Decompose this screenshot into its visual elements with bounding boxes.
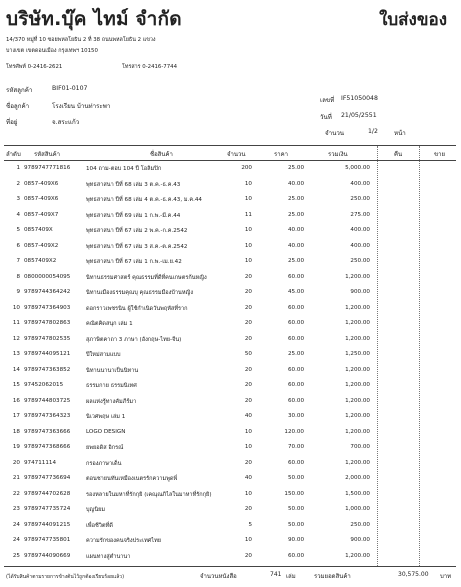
table-row bbox=[0, 534, 461, 550]
product-qty: 10 bbox=[244, 227, 252, 233]
product-name: LOGO DESIGN bbox=[86, 428, 126, 435]
table-top-rule bbox=[4, 145, 456, 146]
table-row bbox=[0, 395, 461, 411]
product-qty: 40 bbox=[244, 475, 252, 481]
product-amount: 1,000.00 bbox=[345, 506, 370, 512]
product-code: 9789744091215 bbox=[24, 521, 71, 528]
table-row bbox=[0, 224, 461, 240]
product-code: 9789747735724 bbox=[24, 506, 71, 512]
product-amount: 900.00 bbox=[350, 289, 370, 295]
product-price: 40.00 bbox=[287, 227, 304, 233]
product-code: 974711114 bbox=[24, 459, 57, 466]
currency-label: บาท bbox=[440, 573, 452, 580]
product-name: ดอกราวเพชรนิน ผู้ใช้กำเนิดวันพฤหัสที่ราก bbox=[86, 305, 188, 312]
row-number: 13 bbox=[12, 351, 20, 357]
product-code: 9789744090669 bbox=[24, 552, 71, 559]
product-qty: 10 bbox=[244, 490, 252, 497]
row-number: 19 bbox=[12, 444, 20, 450]
product-amount: 2,000.00 bbox=[345, 475, 370, 481]
product-price: 60.00 bbox=[287, 552, 304, 559]
product-price: 40.00 bbox=[287, 180, 304, 187]
product-name: ยพยอดิส อิกรณ์ bbox=[86, 445, 124, 451]
table-row bbox=[0, 410, 461, 426]
page-count-unit: หน้า bbox=[394, 130, 406, 137]
product-code: 0857-409X2 bbox=[24, 242, 59, 249]
row-number: 5 bbox=[16, 227, 20, 233]
table-row bbox=[0, 193, 461, 209]
table-row bbox=[0, 255, 461, 271]
table-row bbox=[0, 302, 461, 318]
product-name: ความรักของคนจริงประเทศไทย bbox=[86, 538, 162, 544]
customer-code: BIF01-0107 bbox=[52, 85, 88, 92]
product-qty: 20 bbox=[244, 397, 252, 404]
product-price: 25.00 bbox=[287, 165, 304, 171]
row-number: 14 bbox=[12, 366, 20, 373]
customer-name-label: ชื่อลูกค้า bbox=[6, 103, 30, 110]
product-qty: 20 bbox=[244, 273, 252, 280]
product-code: 9789747735801 bbox=[24, 537, 71, 543]
row-number: 12 bbox=[12, 335, 20, 342]
row-number: 9 bbox=[16, 289, 20, 295]
product-amount: 1,200.00 bbox=[345, 273, 370, 280]
total-amount-label: รวมยอดสินค้า bbox=[314, 573, 351, 580]
table-row bbox=[0, 178, 461, 194]
col-header-returned: คืน bbox=[394, 151, 403, 158]
product-qty: 20 bbox=[244, 335, 252, 342]
product-qty: 50 bbox=[244, 351, 252, 357]
product-price: 50.00 bbox=[287, 506, 304, 512]
product-name: ตอนชายนทันเหมืองเนตรรักความพูดพี่ bbox=[86, 476, 178, 482]
product-amount: 900.00 bbox=[350, 537, 370, 543]
product-name: ธรรมกาย ธรรมนิเทศ bbox=[86, 383, 137, 389]
product-qty: 20 bbox=[244, 304, 252, 311]
product-amount: 400.00 bbox=[350, 180, 370, 187]
product-amount: 700.00 bbox=[350, 444, 370, 450]
product-amount: 1,200.00 bbox=[345, 397, 370, 404]
table-row bbox=[0, 317, 461, 333]
table-row bbox=[0, 348, 461, 364]
product-qty: 20 bbox=[244, 506, 252, 512]
product-amount: 5,000.00 bbox=[345, 165, 370, 171]
product-amount: 275.00 bbox=[350, 211, 370, 218]
company-name: บริษัท.บุ๊ค ไทม์ จำกัด bbox=[6, 8, 182, 30]
product-qty: 10 bbox=[244, 242, 252, 249]
doc-date-label: วันที่ bbox=[320, 114, 332, 121]
product-code: 97452062015 bbox=[24, 382, 64, 388]
product-name: นิทานธรรมศาสตร์ คุณธรรมที่ดีที่คนเกษตรก้นหญิง bbox=[86, 274, 207, 281]
col-header-code: รหัสสินค้า bbox=[34, 151, 60, 158]
product-code: 9789744364242 bbox=[24, 289, 71, 295]
product-code: 9789747771816 bbox=[24, 165, 71, 171]
row-number: 18 bbox=[12, 428, 20, 435]
product-amount: 1,200.00 bbox=[345, 428, 370, 435]
product-name: บุญนิยม bbox=[86, 507, 106, 513]
col-header-name: ชื่อสินค้า bbox=[150, 151, 173, 158]
product-code: 9789744095121 bbox=[24, 351, 71, 357]
company-address-line2: บางเขต เขตดอนเมือง กรุงเทพฯ 10150 bbox=[6, 48, 98, 54]
row-number: 24 bbox=[12, 537, 20, 543]
customer-code-label: รหัสลูกค้า bbox=[6, 87, 33, 94]
row-number: 1 bbox=[16, 165, 20, 171]
row-number: 11 bbox=[12, 320, 20, 326]
product-price: 70.00 bbox=[287, 444, 304, 450]
row-number: 15 bbox=[12, 382, 20, 388]
row-number: 25 bbox=[12, 552, 20, 559]
product-qty: 40 bbox=[244, 413, 252, 419]
product-name: กรองภาษาเด็น bbox=[86, 460, 122, 467]
product-amount: 1,500.00 bbox=[345, 490, 370, 497]
receipt-note: (ได้รับสินค้าตามรายการข้างต้นไว้ถูกต้องเรียบร้อยแล้ว) bbox=[6, 574, 125, 580]
product-amount: 1,200.00 bbox=[345, 320, 370, 326]
table-row bbox=[0, 550, 461, 566]
product-code: 9789747802863 bbox=[24, 320, 71, 326]
product-code: 9789747363666 bbox=[24, 428, 71, 435]
product-code: 9789747363852 bbox=[24, 366, 71, 373]
table-row bbox=[0, 519, 461, 535]
table-row bbox=[0, 364, 461, 380]
product-code: 0857-409X7 bbox=[24, 211, 59, 218]
product-code: 9789747364903 bbox=[24, 304, 71, 311]
product-name: แผนทางสู่ตำนานา bbox=[86, 553, 131, 560]
product-code: 9789744803725 bbox=[24, 397, 71, 404]
product-name: นิทานนานาเป็นนิทาน bbox=[86, 367, 139, 374]
table-row bbox=[0, 426, 461, 442]
table-bottom-rule bbox=[4, 566, 456, 567]
product-qty: 10 bbox=[244, 537, 252, 543]
table-row bbox=[0, 162, 461, 178]
table-row bbox=[0, 209, 461, 225]
row-number: 20 bbox=[12, 459, 20, 466]
table-row bbox=[0, 488, 461, 504]
table-header-rule bbox=[4, 160, 456, 161]
product-price: 90.00 bbox=[287, 537, 304, 543]
page-count-label: จำนวน bbox=[325, 130, 345, 137]
product-amount: 1,200.00 bbox=[345, 552, 370, 559]
table-row bbox=[0, 441, 461, 457]
total-amount: 30,575.00 bbox=[398, 571, 429, 578]
product-price: 45.00 bbox=[287, 289, 304, 295]
product-price: 25.00 bbox=[287, 258, 304, 264]
product-code: 9789747368666 bbox=[24, 444, 71, 450]
doc-date: 21/05/2551 bbox=[341, 112, 377, 119]
product-price: 60.00 bbox=[287, 397, 304, 404]
product-code: 9789747736694 bbox=[24, 475, 71, 481]
product-price: 40.00 bbox=[287, 242, 304, 249]
product-amount: 250.00 bbox=[350, 196, 370, 202]
product-name: นิเวศพฤษ เล่ม 1 bbox=[86, 414, 126, 420]
product-name: คณิตคิดสนุก เล่ม 1 bbox=[86, 321, 133, 327]
customer-address-label: ที่อยู่ bbox=[6, 119, 18, 126]
row-number: 22 bbox=[12, 490, 20, 497]
product-name: สุภาษิตคาถา 3 ภาษา (อังกฤษ-ไทย-จีน) bbox=[86, 336, 182, 343]
row-number: 16 bbox=[12, 397, 20, 404]
row-number: 17 bbox=[12, 413, 20, 419]
product-price: 60.00 bbox=[287, 459, 304, 466]
product-amount: 1,200.00 bbox=[345, 382, 370, 388]
product-name: นิทานเมืองธรรมคุณบุ คุณธรรมมืองบ้านหญิง bbox=[86, 290, 194, 296]
row-number: 2 bbox=[16, 180, 20, 187]
col-header-sold: ขาย bbox=[434, 151, 445, 158]
product-price: 60.00 bbox=[287, 366, 304, 373]
total-qty: 741 bbox=[270, 571, 282, 578]
product-name: พุทธสาสนา ปีที่ 67 เล่ม 3 ส.ค.-ต.ค.2542 bbox=[86, 243, 188, 250]
product-amount: 1,200.00 bbox=[345, 304, 370, 311]
product-qty: 20 bbox=[244, 552, 252, 559]
col-header-no: ลำดับ bbox=[6, 151, 21, 158]
product-price: 25.00 bbox=[287, 211, 304, 218]
product-name: รองหลายในมหาที่รักกุยิ (เคณุณภิไลในมาหาที่รักกุยิ) bbox=[86, 491, 212, 498]
product-amount: 400.00 bbox=[350, 242, 370, 249]
row-number: 4 bbox=[16, 211, 20, 218]
company-fax: โทรสาร 0-2416-7744 bbox=[122, 64, 178, 70]
product-name: พุทธสาสนา ปีที่ 67 เล่ม 2 พ.ค.-ก.ค.2542 bbox=[86, 228, 188, 234]
product-qty: 20 bbox=[244, 320, 252, 326]
product-qty: 10 bbox=[244, 428, 252, 435]
table-row bbox=[0, 286, 461, 302]
product-amount: 250.00 bbox=[350, 521, 370, 528]
product-name: ผลแห่งรู้ทางคัมภีร์มา bbox=[86, 398, 137, 405]
product-amount: 1,200.00 bbox=[345, 366, 370, 373]
product-code: 0800000054095 bbox=[24, 273, 71, 280]
product-code: 0857409X2 bbox=[24, 258, 57, 264]
product-qty: 20 bbox=[244, 382, 252, 388]
table-row bbox=[0, 271, 461, 287]
product-price: 60.00 bbox=[287, 273, 304, 280]
product-price: 50.00 bbox=[287, 521, 304, 528]
product-name: พุทธสาสนา ปีที่ 68 เล่ม 4 ต.ค.-ธ.ค.43, ม.ค.44 bbox=[86, 197, 202, 203]
col-header-qty: จำนวน bbox=[227, 151, 246, 158]
product-qty: 11 bbox=[244, 211, 252, 218]
page-count: 1/2 bbox=[368, 128, 378, 135]
product-qty: 200 bbox=[241, 165, 252, 171]
customer-address: จ.สระแก้ว bbox=[52, 119, 80, 126]
product-qty: 20 bbox=[244, 366, 252, 373]
product-price: 25.00 bbox=[287, 196, 304, 202]
product-price: 150.00 bbox=[284, 490, 304, 497]
product-name: พุทธสาสนา ปีที่ 67 เล่ม 1 ก.พ.-เม.ย.42 bbox=[86, 259, 182, 265]
row-number: 24 bbox=[12, 521, 20, 528]
product-amount: 1,200.00 bbox=[345, 459, 370, 466]
doc-number-label: เลขที่ bbox=[320, 97, 335, 104]
col-header-price: ราคา bbox=[274, 151, 288, 158]
table-row bbox=[0, 503, 461, 519]
document-title: ใบส่งของ bbox=[379, 10, 447, 30]
product-price: 50.00 bbox=[287, 475, 304, 481]
product-amount: 250.00 bbox=[350, 258, 370, 264]
product-price: 120.00 bbox=[284, 428, 304, 435]
product-qty: 10 bbox=[244, 444, 252, 450]
product-name: เพื่อชีวิตที่ดี bbox=[86, 522, 113, 529]
product-price: 60.00 bbox=[287, 304, 304, 311]
customer-name: โรงเรียน บ้านท่าระพา bbox=[52, 103, 111, 110]
product-code: 0857409X bbox=[24, 227, 53, 233]
product-code: 0857-409X6 bbox=[24, 196, 59, 202]
product-price: 30.00 bbox=[287, 413, 304, 419]
product-code: 9789744702628 bbox=[24, 490, 71, 497]
product-qty: 10 bbox=[244, 180, 252, 187]
row-number: 8 bbox=[16, 273, 20, 280]
product-price: 60.00 bbox=[287, 382, 304, 388]
table-row bbox=[0, 333, 461, 349]
product-name: พุทธสาสนา ปีที่ 69 เล่ม 1 ก.พ.-มี.ค.44 bbox=[86, 212, 181, 219]
product-qty: 10 bbox=[244, 196, 252, 202]
row-number: 7 bbox=[16, 258, 20, 264]
product-name: พุทธสาสนา ปีที่ 68 เล่ม 3 ต.ค.-ธ.ค.43 bbox=[86, 181, 181, 188]
product-qty: 20 bbox=[244, 289, 252, 295]
product-name: 104 ถาม-ตอบ 104 ปี โอลิมปิก bbox=[86, 166, 162, 172]
product-code: 9789747802535 bbox=[24, 335, 71, 342]
product-amount: 1,200.00 bbox=[345, 335, 370, 342]
row-number: 10 bbox=[12, 304, 20, 311]
product-qty: 5 bbox=[248, 521, 252, 528]
total-qty-label: จำนวนหนังสือ bbox=[200, 573, 237, 580]
doc-number: IF51050048 bbox=[341, 95, 378, 102]
company-address-line1: 14/370 หมู่ที่ 10 ซอยพหลโยธิน 2 ที่ 38 ถนนพหลโยธิน 2 แขวง bbox=[6, 37, 156, 43]
table-row bbox=[0, 472, 461, 488]
row-number: 23 bbox=[12, 506, 20, 512]
product-qty: 20 bbox=[244, 459, 252, 466]
row-number: 6 bbox=[16, 242, 20, 249]
company-tel: โทรศัพท์ 0-2416-2621 bbox=[6, 64, 63, 70]
row-number: 21 bbox=[12, 475, 20, 481]
product-amount: 1,200.00 bbox=[345, 413, 370, 419]
total-qty-unit: เล่ม bbox=[286, 573, 296, 580]
product-qty: 10 bbox=[244, 258, 252, 264]
product-price: 25.00 bbox=[287, 351, 304, 357]
product-amount: 400.00 bbox=[350, 227, 370, 233]
product-price: 60.00 bbox=[287, 320, 304, 326]
product-price: 60.00 bbox=[287, 335, 304, 342]
row-number: 3 bbox=[16, 196, 20, 202]
product-amount: 1,250.00 bbox=[345, 351, 370, 357]
table-row bbox=[0, 240, 461, 256]
product-name: ปีใหม่สามแบบ bbox=[86, 352, 121, 358]
product-code: 9789747364323 bbox=[24, 413, 71, 419]
col-header-amount: รวมเงิน bbox=[328, 151, 348, 158]
table-row bbox=[0, 457, 461, 473]
table-row bbox=[0, 379, 461, 395]
product-code: 0857-409X6 bbox=[24, 180, 59, 187]
